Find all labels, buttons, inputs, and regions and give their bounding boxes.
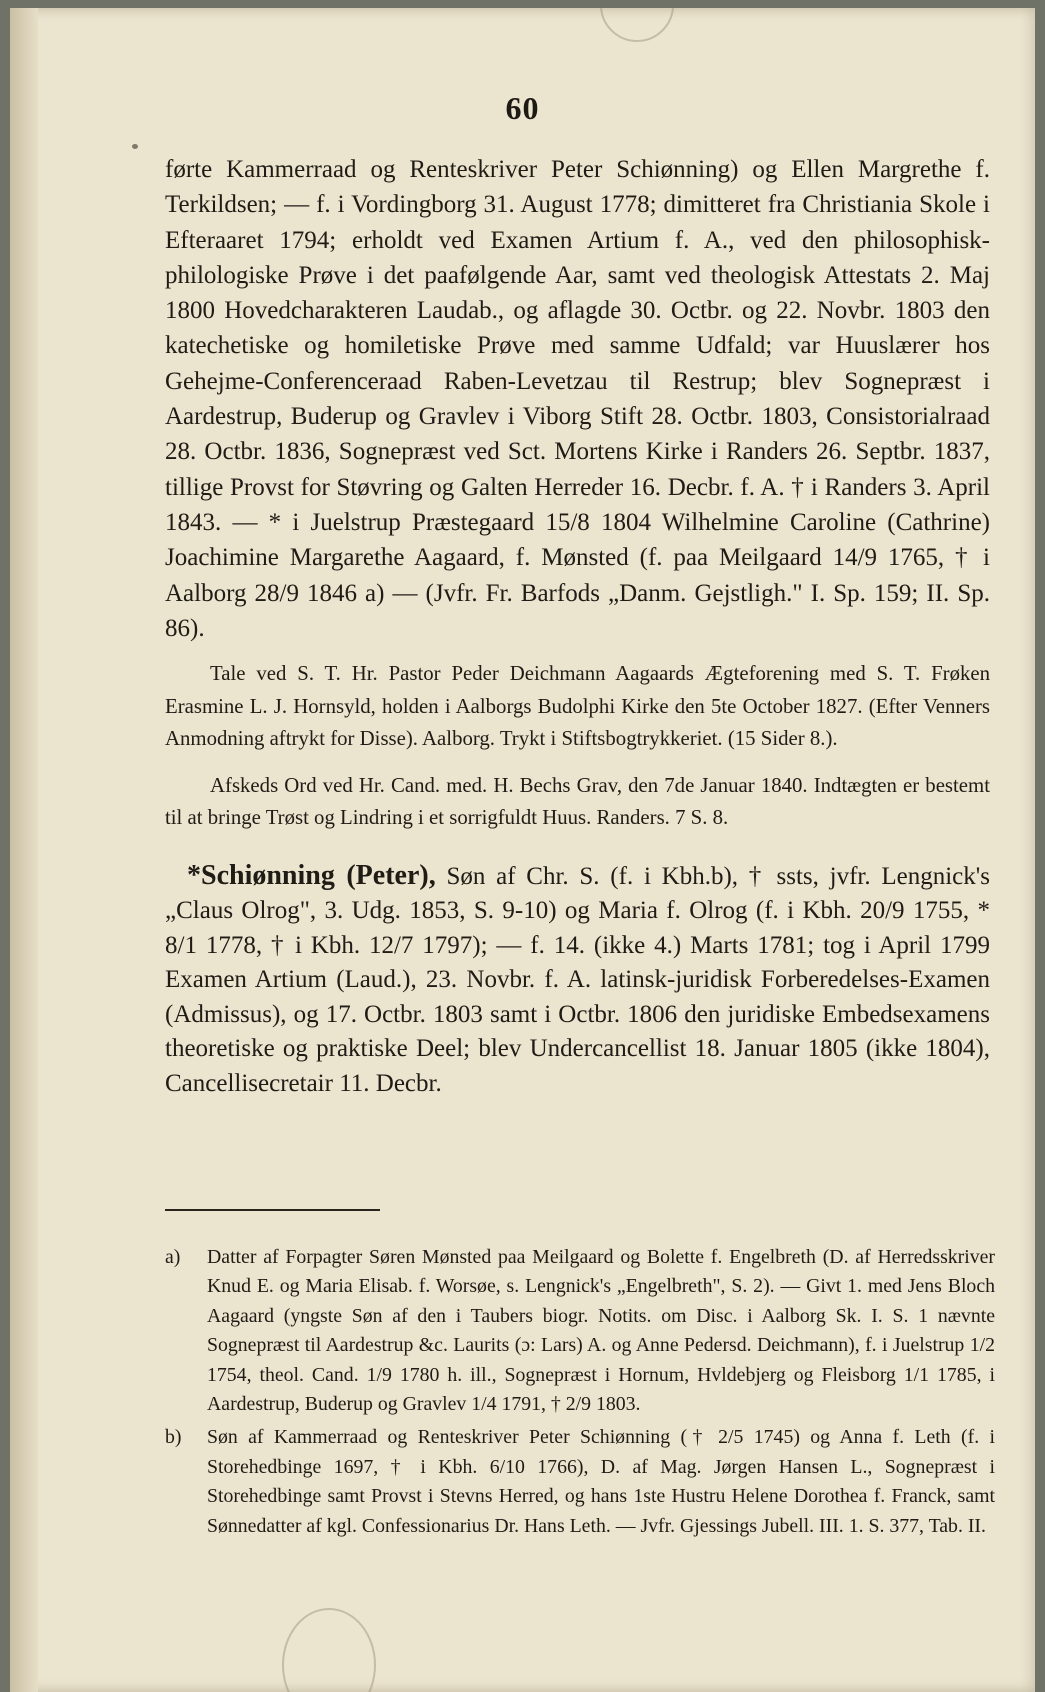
footnote-b xyxy=(165,1423,995,1541)
footnote-a xyxy=(165,1243,995,1419)
paragraph-wedding-speech: Tale ved S. T. Hr. Pastor Peder Deichmann Aagaards Ægteforening med S. T. Frøken Erasmine L. J. Hornsyld, holden i Aalborgs Budolphi Kirke den 5te October 1827. (Efter Venners Anmodning aftrykt for Disse). Aalborg. Trykt i Stiftsbogtrykkeriet. (15 Sider 8.). xyxy=(165,662,990,751)
footnote-label: a) xyxy=(165,1246,181,1268)
margin-mark xyxy=(132,144,138,149)
entry-text: Søn af Chr. S. (f. i Kbh.b), † ssts, jvfr. Lengnick's „Claus Olrog", 3. Udg. 1853, S. 9-10) og Maria f. Olrog (f. i Kbh. 20/9 1755, * 8/1 1778, † i Kbh. 12/7 1797); — f. 14. (ikke 4.) Marts 1781; tog i April 1799 Examen Artium (Laud.), 23. Novbr. f. A. latinsk-juridisk Forberedelses-Examen (Admissus), og 17. Octbr. 1803 samt i Octbr. 1806 den juridiske Embedsexamens theoretiske og praktiske Deel; blev Undercancellist 18. Januar 1805 (ikke 1804), Cancellisecretair 11. Decbr. xyxy=(165,862,990,1097)
paragraph-farewell-words: Afskeds Ord ved Hr. Cand. med. H. Bechs Grav, den 7de Januar 1840. Indtægten er bestemt til at bringe Trøst og Lindring i et sorrigfuldt Huus. Randers. 7 S. 8. xyxy=(165,773,990,830)
entry-heading: *Schiønning (Peter), xyxy=(187,859,436,891)
footnote-label: b) xyxy=(165,1426,182,1449)
page-gutter xyxy=(10,8,38,1692)
footnote-divider xyxy=(165,1209,380,1211)
paragraph-biography-continuation: førte Kammerraad og Renteskriver Peter Schiønning) og Ellen Margrethe f. Terkildsen; — f. i Vordingborg 31. August 1778; dimitteret fra Christiania Skole i Efteraaret 1794; erholdt ved Examen Artium f. A., ved den philosophisk-philologiske Prøve i det paafølgende Aar, samt ved theologisk Attestats 2. Maj 1800 Hovedcharakteren Laudab., og aflagde 30. Octbr. og 22. Novbr. 1803 den katechetiske og homiletiske Prøve med samme Udfald; var Huuslærer hos Gehejme-Conferenceraad Raben-Levetzau til Restrup; blev Sognepræst i Aardestrup, Buderup og Gravlev i Viborg Stift 28. Octbr. 1803, Consistorialraad 28. Octbr. 1836, Sognepræst ved Sct. Mortens Kirke i Randers 26. Septbr. 1837, tillige Provst for Støvring og Galten Herreder 16. Decbr. f. A. † i Randers 3. April 1843. — * i Juelstrup Præstegaard 15/8 1804 Wilhelmine Caroline (Cathrine) Joachimine Margarethe Aagaard, f. Mønsted (f. paa Meilgaard 14/9 1765, † i Aalborg 28/9 1846 a) — (Jvfr. Fr. Barfods „Danm. Gejstligh." I. Sp. 159; II. Sp. 86). xyxy=(165,156,990,642)
footnotes xyxy=(165,1243,995,1541)
main-text xyxy=(165,152,990,1101)
page-number: 60 xyxy=(505,90,540,126)
entry-schionning xyxy=(165,859,990,1102)
footnote-text: Søn af Kammerraad og Renteskriver Peter Schiønning († 2/5 1745) og Anna f. Leth (f. i Storehedbinge 1697, † i Kbh. 6/10 1766), D. af Mag. Jørgen Hansen L., Sognepræst i Storehedbinge samt Provst i Stevns Herred, og hans 1ste Hustru Helene Dorothea f. Franck, samt Sønnedatter af kgl. Confessionarius Dr. Hans Leth. — Jvfr. Gjessings Jubell. III. 1. S. 377, Tab. II. xyxy=(207,1426,995,1537)
footnote-text: Datter af Forpagter Søren Mønsted paa Meilgaard og Bolette f. Engelbreth (D. af Herredsskriver Knud E. og Maria Elisab. f. Worsøe, s. Lengnick's „Engelbreth", S. 2). — Givt 1. med Jens Bloch Aagaard (yngste Søn af den i Taubers biogr. Notits. om Disc. i Aalborg Sk. I. S. 1 nævnte Sognepræst til Aardestrup &c. Laurits (ɔ: Lars) A. og Anne Pedersd. Deichmann), f. i Juelstrup 1/2 1754, theol. Cand. 1/9 1780 h. ill., Sognepræst i Hornum, Hvldebjerg og Fleisborg 1/1 1785, i Aardestrup, Buderup og Gravlev 1/4 1791, † 2/9 1803. xyxy=(207,1246,995,1416)
page-ornament-bottom xyxy=(282,1608,376,1692)
page-ornament-top xyxy=(600,8,674,42)
